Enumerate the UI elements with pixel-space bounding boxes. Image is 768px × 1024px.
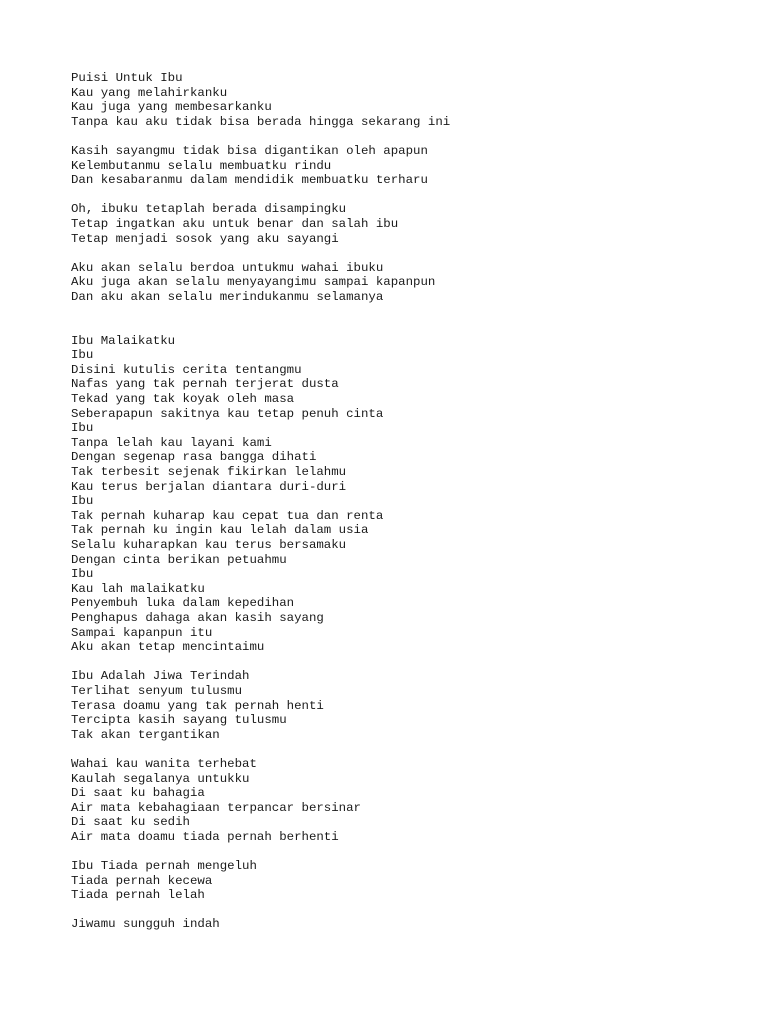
poem-line: Air mata doamu tiada pernah berhenti [71, 829, 339, 844]
poem-line: Wahai kau wanita terhebat [71, 756, 257, 771]
poem-line: Kau terus berjalan diantara duri-duri [71, 479, 347, 494]
poem-line: Kasih sayangmu tidak bisa digantikan oleh apapun [71, 143, 428, 158]
poem-line: Selalu kuharapkan kau terus bersamaku [71, 538, 347, 552]
poem-line: Air mata kebahagiaan terpancar bersinar [71, 800, 361, 815]
poem-line: Ibu [71, 494, 94, 509]
poem-line: Aku akan selalu berdoa untukmu wahai ibuku [71, 260, 384, 275]
poem-line: Ibu [71, 567, 94, 582]
poem-line: Tak terbesit sejenak fikirkan lelahmu [71, 465, 347, 480]
poem-line: Di saat ku sedih [71, 815, 190, 830]
poem-line: Penyembuh luka dalam kepedihan [71, 596, 295, 611]
stanza-gap [71, 129, 731, 144]
poem-line: Disini kutulis cerita tentangmu [71, 362, 302, 377]
poem-line: Terasa doamu yang tak pernah henti [71, 698, 324, 713]
poem-line: Dengan cinta berikan petuahmu [71, 552, 287, 567]
poem-line: Nafas yang tak pernah terjerat dusta [71, 377, 339, 392]
poem-line: Jiwamu sungguh indah [71, 917, 220, 932]
poem-line: Oh, ibuku tetaplah berada disampingku [71, 202, 347, 217]
poem-line: Tercipta kasih sayang tulusmu [71, 713, 287, 728]
stanza-gap [71, 742, 731, 757]
poem-line: Kau juga yang membesarkanku [71, 100, 272, 115]
poem-line: Penghapus dahaga akan kasih sayang [71, 610, 324, 625]
poem-line: Tanpa lelah kau layani kami [71, 435, 272, 450]
poem-line: Aku juga akan selalu menyayangimu sampai kapanpun [71, 275, 436, 290]
poem-line: Tanpa kau aku tidak bisa berada hingga sekarang ini [71, 114, 451, 129]
poem-line: Ibu Malaikatku [71, 333, 176, 348]
stanza-gap [71, 844, 731, 859]
stanza [71, 144, 731, 188]
poem-line: Kelembutanmu selalu membuatku rindu [71, 158, 332, 173]
poem-line: Ibu Tiada pernah mengeluh [71, 859, 257, 874]
stanza [71, 757, 731, 845]
poem-line: Aku akan tetap mencintaimu [71, 640, 265, 655]
stanza-gap [71, 188, 731, 203]
poem-line: Terlihat senyum tulusmu [71, 683, 243, 698]
stanza [71, 71, 731, 129]
poem-line: Tekad yang tak koyak oleh masa [71, 392, 295, 407]
poem-line: Kau yang melahirkanku [71, 85, 228, 100]
stanza [71, 202, 731, 246]
poem-line: Kaulah segalanya untukku [71, 771, 250, 786]
stanza-gap [71, 305, 731, 334]
stanza-gap [71, 246, 731, 261]
poem-line: Tak akan tergantikan [71, 727, 220, 742]
poem-line: Tiada pernah kecewa [71, 873, 213, 888]
poem-line: Seberapapun sakitnya kau tetap penuh cinta [71, 406, 384, 421]
stanza [71, 261, 731, 305]
poem-line: Ibu [71, 421, 94, 436]
poem-line: Dengan segenap rasa bangga dihati [71, 450, 317, 465]
poem-line: Ibu [71, 348, 94, 363]
stanza-gap [71, 903, 731, 918]
stanza [71, 917, 731, 932]
poem-line: Tak pernah ku ingin kau lelah dalam usia [71, 523, 369, 538]
poem-line: Ibu Adalah Jiwa Terindah [71, 669, 250, 684]
stanza [71, 669, 731, 742]
stanza [71, 334, 731, 655]
stanza-gap [71, 655, 731, 670]
poem-line: Tak pernah kuharap kau cepat tua dan renta [71, 508, 384, 523]
poem-line: Puisi Untuk Ibu [71, 71, 183, 85]
poem-line: Tetap menjadi sosok yang aku sayangi [71, 231, 339, 246]
poem-line: Dan aku akan selalu merindukanmu selamanya [71, 289, 384, 304]
stanza [71, 859, 731, 903]
poem-line: Tetap ingatkan aku untuk benar dan salah ibu [71, 216, 399, 231]
poem-line: Di saat ku bahagia [71, 786, 205, 801]
poem-line: Tiada pernah lelah [71, 888, 205, 903]
poem-line: Dan kesabaranmu dalam mendidik membuatku terharu [71, 173, 428, 188]
document-body [71, 71, 731, 932]
poem-line: Sampai kapanpun itu [71, 625, 213, 640]
poem-line: Kau lah malaikatku [71, 581, 205, 596]
